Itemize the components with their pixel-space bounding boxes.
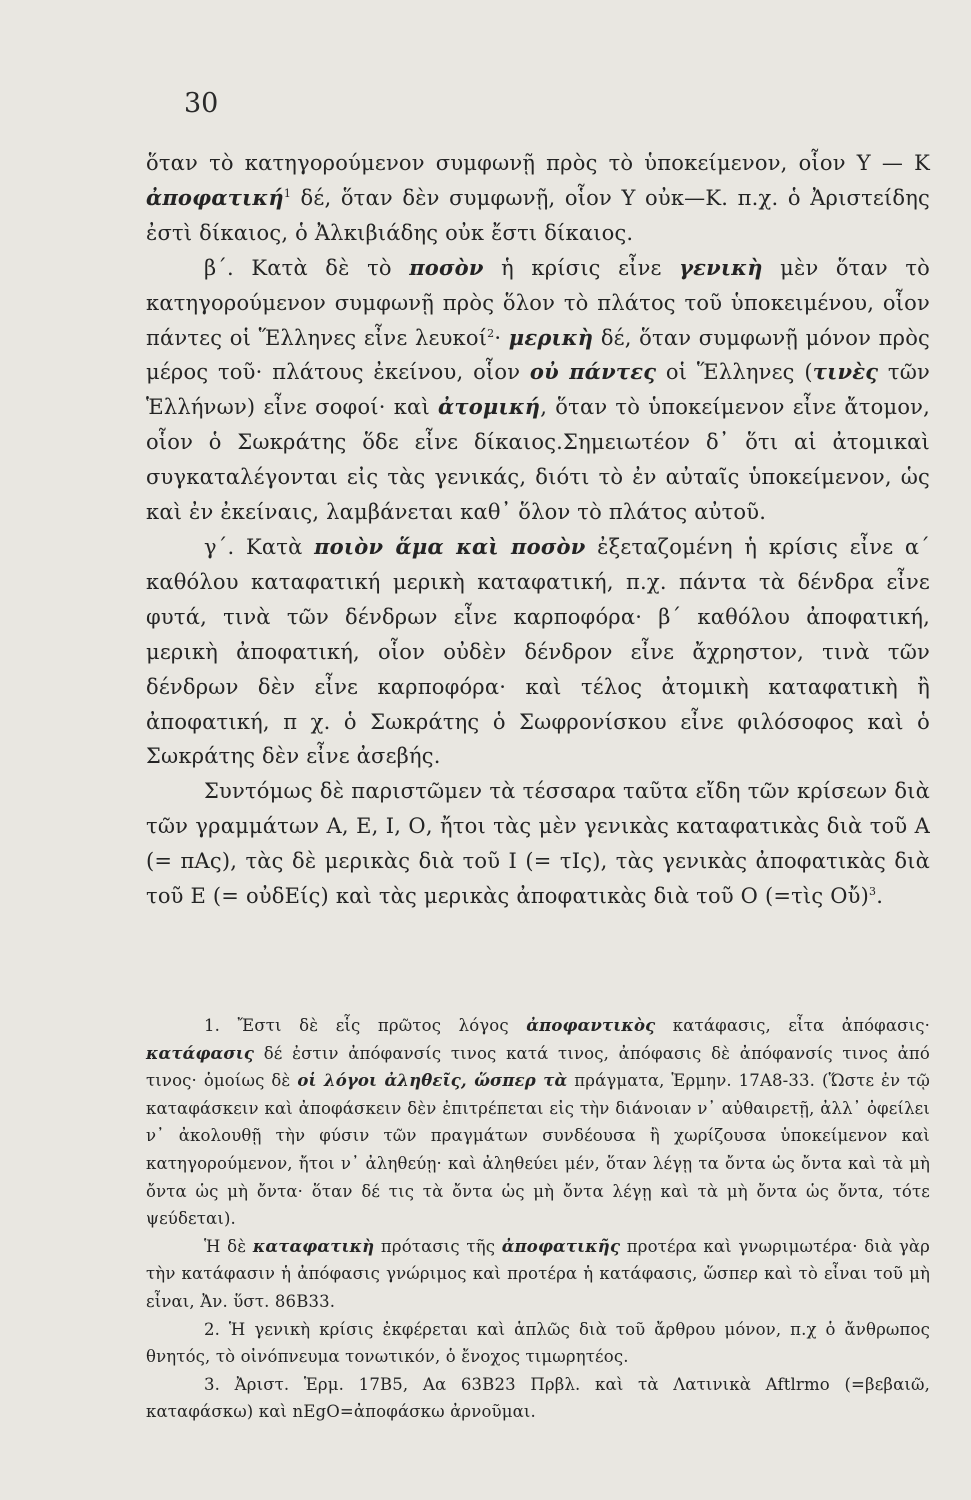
paragraph-aeio-notation: [146, 774, 930, 914]
footnote-1: [146, 1012, 930, 1233]
emphasized-term: ἀποφατική: [146, 184, 284, 210]
emphasized-term: οἱ λόγοι ἀληθεῖς, ὥσπερ τὰ: [297, 1071, 568, 1091]
text-run: τῶν Ἑλλήνων) εἶνε σοφοί· καὶ: [146, 360, 931, 420]
emphasized-term: γενικὴ: [679, 254, 763, 280]
text-run: β΄. Κατὰ δὲ τὸ: [204, 255, 410, 280]
footnote-marker: 1: [283, 186, 292, 200]
paragraph-quantity: [146, 251, 930, 530]
emphasized-term: ποσὸν: [409, 254, 484, 280]
page-number: 30: [184, 88, 219, 119]
paragraph-affirmative-negative: [146, 146, 930, 251]
emphasized-term: τινὲς: [812, 359, 879, 385]
text-run: Συντόμως δὲ παριστῶμεν τὰ τέσσαρα ταῦτα εἴδη τῶν κρίσεων διὰ τῶν γραμμάτων Α, Ε, Ι, Ο, ἤτοι τὰς μὲν γενικὰς καταφατικὰς διὰ τοῦ Α (= πΑς), τὰς δὲ μερικὰς διὰ τοῦ Ι (= τΙς), τὰς γενικὰς ἀποφατικὰς διὰ τοῦ Ε (= οὐδΕίς) καὶ τὰς μερικὰς ἀποφατικὰς διὰ τοῦ Ο (=τὶς Οὔ): [146, 779, 930, 909]
footnote-1-continuation: [146, 1233, 930, 1316]
emphasized-term: κατάφασις: [146, 1043, 255, 1063]
emphasized-term: ἀτομική: [438, 394, 541, 420]
emphasized-term: ποιὸν ἅμα καὶ ποσὸν: [314, 533, 586, 559]
text-run: γ΄. Κατὰ: [204, 534, 315, 559]
emphasized-term: ἀποφατικῆς: [501, 1236, 621, 1256]
text-run: ἡ κρίσις εἶνε: [483, 255, 680, 280]
footnote-marker: 3: [869, 885, 877, 899]
text-run: οἱ Ἕλληνες (: [656, 360, 813, 385]
text-run: πρότασις τῆς: [374, 1236, 502, 1256]
text-run: , ὅταν τὸ ὑποκείμενον εἶνε ἄτομον, οἷον ὁ Σωκράτης ὅδε εἶνε δίκαιος.Σημειωτέον δ᾽ ὅτι αἱ ἀτομικαὶ συγκαταλέγονται εἰς τὰς γενικάς, διότι τὸ ἐν αὐταῖς ὑποκείμενον, ὡς καὶ ἐν ἐκείναις, λαμβάνεται καθ᾽ ὅλον τὸ πλάτος αὐτοῦ.: [146, 395, 930, 525]
text-run: κατάφασις, εἶτα ἀπόφασις·: [655, 1016, 930, 1035]
text-run: ·: [494, 325, 509, 350]
text-run: δέ, ὅταν δὲν συμφωνῇ, οἷον Υ οὐκ—Κ. π.χ. ὁ Ἀριστείδης ἐστὶ δίκαιος, ὁ Ἀλκιβιάδης οὐκ ἔστι δίκαιος.: [146, 185, 930, 245]
main-text: [146, 146, 930, 914]
text-run: ὅταν τὸ κατηγορούμενον συμφωνῇ πρὸς τὸ ὑποκείμενον, οἷον Υ — Κ: [146, 151, 930, 175]
text-run: 2. Ἡ γενικὴ κρίσις ἐκφέρεται καὶ ἁπλῶς διὰ τοῦ ἄρθρου μόνον, π.χ ὁ ἄνθρωπος θνητός, τὸ οἰνόπνευμα τονωτικόν, ὁ ἔνοχος τιμωρητέος.: [146, 1319, 930, 1367]
text-run: δέ, ὅταν συμφωνῇ μόνον πρὸς μέρος τοῦ· πλάτους ἐκείνου, οἷον: [146, 325, 930, 385]
text-run: 1. Ἔστι δὲ εἷς πρῶτος λόγος: [204, 1016, 527, 1035]
text-run: .: [876, 884, 884, 909]
footnotes: [146, 1012, 930, 1426]
text-run: 3. Ἀριστ. Ἑρμ. 17Β5, Αα 63Β23 Πρβλ. καὶ τὰ Λατινικὰ Aftlrmo (=βεβαιῶ, καταφάσκω) καὶ nEgO=ἀποφάσκω ἀρνοῦμαι.: [146, 1374, 930, 1422]
text-run: ἐξεταζομένη ἡ κρίσις εἶνε α΄ καθόλου καταφατική μερικὴ καταφατική, π.χ. πάντα τὰ δένδρα εἶνε φυτά, τινὰ τῶν δένδρων εἶνε καρποφόρα· β΄ καθόλου ἀποφατική, μερικὴ ἀποφατική, οἷον οὐδὲν δένδρον εἶνε ἄχρηστον, τινὰ τῶν δένδρων δὲν εἶνε καρποφόρα· καὶ τέλος ἀτομικὴ καταφατικὴ ἢ ἀποφατική, π χ. ὁ Σωκράτης ὁ Σωφρονίσκου εἶνε φιλόσοφος καὶ ὁ Σωκράτης δὲν εἶνε ἀσεβής.: [146, 534, 931, 769]
emphasized-term: οὐ πάντες: [529, 359, 657, 385]
emphasized-term: καταφατικὴ: [252, 1236, 375, 1256]
footnote-2: [146, 1316, 930, 1371]
text-run: πράγματα, Ἑρμην. 17Α8-33. (Ὥστε ἐν τῷ καταφάσκειν καὶ ἀποφάσκειν δὲν ἐπιτρέπεται εἰς τὴν διάνοιαν ν᾽ αὐθαιρετῇ, ἀλλ᾽ ὀφείλει ν᾽ ἀκολουθῇ τὴν φύσιν τῶν πραγμάτων συνδέουσα ἢ χωρίζουσα ὑποκείμενον καὶ κατηγορούμενον, ἤτοι ν᾽ ἀληθεύῃ· καὶ ἀληθεύει μέν, ὅταν λέγῃ τα ὄντα ὡς ὄντα καὶ τὰ μὴ ὄντα ὡς μὴ ὄντα· ὅταν δέ τις τὰ ὄντα ὡς μὴ ὄντα λέγῃ καὶ τὰ μὴ ὄντα ὡς ὄντα, τότε ψεύδεται).: [146, 1071, 930, 1229]
text-run: δέ ἐστιν ἀπόφανσίς τινος κατά τινος, ἀπόφασις δὲ ἀπόφανσίς τινος ἀπό τινος· ὁμοίως δὲ: [146, 1043, 930, 1091]
text-run: Ἡ δὲ: [204, 1236, 253, 1256]
footnote-3: [146, 1371, 930, 1426]
text-run: προτέρα καὶ γνωριμωτέρα· διὰ γὰρ τὴν κατάφασιν ἡ ἀπόφασις γνώριμος καὶ προτέρα ἡ κατάφασις, ὥσπερ καὶ τὸ εἶναι τοῦ μὴ εἶναι, Ἀν. ὕστ. 86Β33.: [146, 1236, 930, 1311]
emphasized-term: μερικὴ: [508, 324, 594, 350]
footnote-marker: 2: [487, 326, 495, 340]
paragraph-quality-and-quantity: [146, 530, 930, 774]
emphasized-term: ἀποφαντικὸς: [526, 1016, 656, 1035]
text-run: μὲν ὅταν τὸ κατηγορούμενον συμφωνῇ πρὸς ὅλον τὸ πλάτος τοῦ ὑποκειμένου, οἷον πάντες οἱ Ἕλληνες εἶνε λευκοί: [146, 255, 931, 350]
